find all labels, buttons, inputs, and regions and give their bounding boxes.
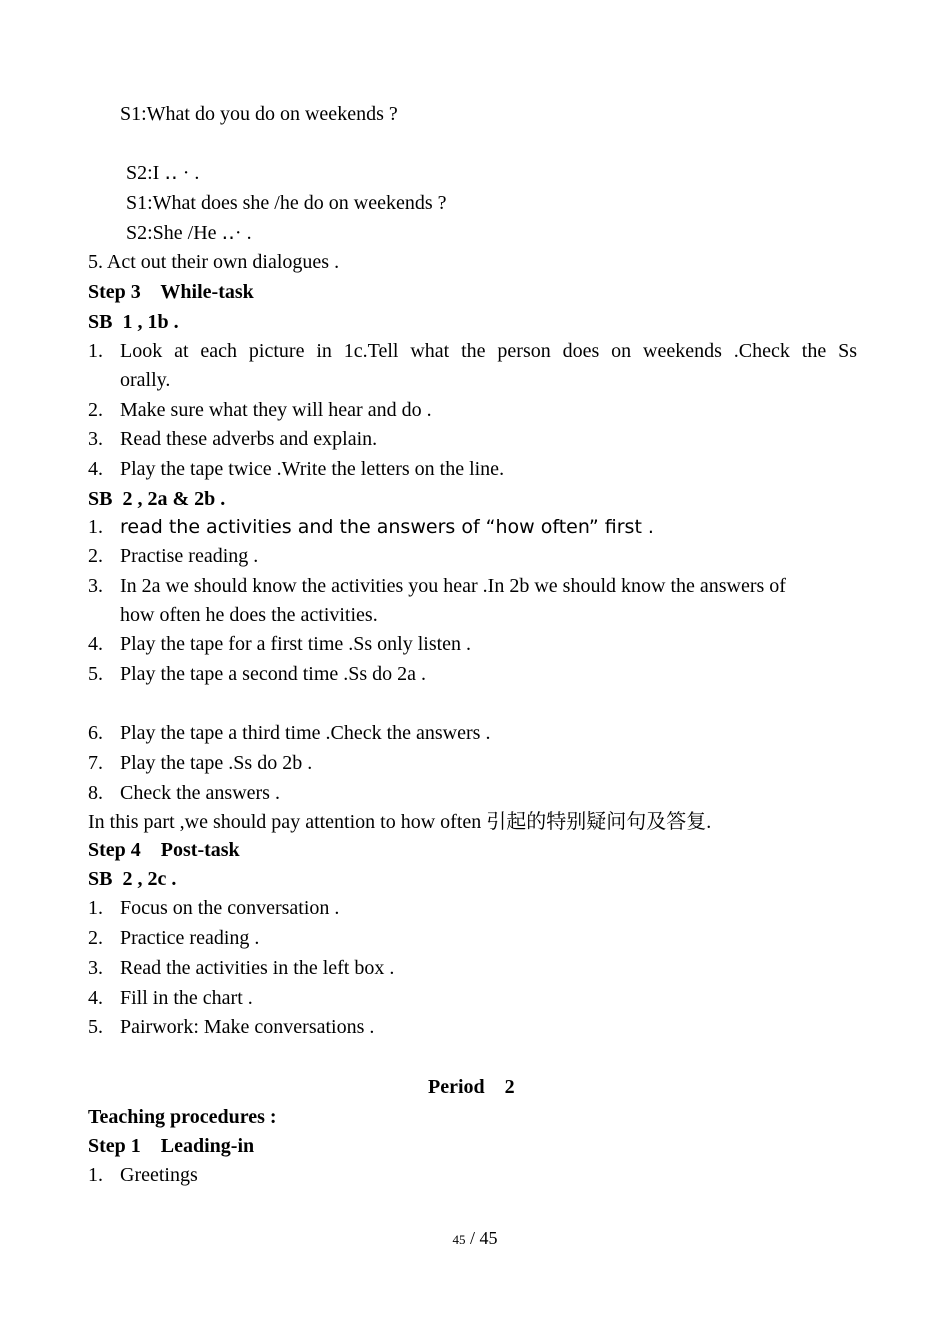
list-item: Play the tape for a first time .Ss only listen . — [120, 633, 472, 655]
list-number: 7. — [88, 752, 103, 774]
current-page: 45 — [452, 1232, 466, 1247]
sb-heading: SB 1 , 1b . — [88, 311, 179, 333]
page-separator: / — [465, 1228, 480, 1248]
list-number: 3. — [88, 428, 103, 450]
list-number: 4. — [88, 987, 103, 1009]
list-number: 8. — [88, 782, 103, 804]
list-item: Play the tape a third time .Check the answers . — [120, 722, 491, 744]
list-number: 6. — [88, 722, 103, 744]
list-number: 3. — [88, 957, 103, 979]
list-number: 2. — [88, 545, 103, 567]
step-heading: Step 3 While-task — [88, 281, 254, 303]
list-item: Focus on the conversation . — [120, 897, 340, 919]
section-heading: Teaching procedures : — [88, 1106, 277, 1128]
list-number: 2. — [88, 399, 103, 421]
dialogue-line: S1:What does she /he do on weekends ? — [126, 192, 447, 214]
list-item-continuation: how often he does the activities. — [120, 604, 378, 626]
list-item: Read these adverbs and explain. — [120, 428, 378, 450]
list-number: 1. — [88, 897, 103, 919]
paragraph: 5. Act out their own dialogues . — [88, 251, 340, 273]
dialogue-line: S2:I ‥ · . — [126, 162, 200, 184]
total-pages: 45 — [479, 1228, 498, 1248]
list-item: Play the tape .Ss do 2b . — [120, 752, 313, 774]
list-item: Greetings — [120, 1164, 198, 1186]
list-item: Play the tape a second time .Ss do 2a . — [120, 663, 427, 685]
page-number — [0, 1228, 950, 1249]
list-number: 1. — [88, 340, 103, 362]
step-heading: Step 1 Leading-in — [88, 1135, 255, 1157]
list-number: 3. — [88, 575, 103, 597]
list-number: 1. — [88, 1164, 103, 1186]
list-item: Read the activities in the left box . — [120, 957, 395, 979]
list-item-continuation: orally. — [120, 369, 171, 391]
note-end: . — [706, 811, 712, 833]
list-number: 1. — [88, 516, 103, 538]
list-item: In 2a we should know the activities you hear .In 2b we should know the answers of — [120, 575, 786, 597]
list-item: Play the tape twice .Write the letters on the line. — [120, 458, 505, 480]
list-number: 5. — [88, 663, 103, 685]
sb-heading: SB 2 , 2a & 2b . — [88, 488, 226, 510]
sb-heading: SB 2 , 2c . — [88, 868, 177, 890]
note-chinese: 引起的特别疑问句及答复 — [486, 809, 707, 833]
list-item: Make sure what they will hear and do . — [120, 399, 432, 421]
list-item: Look at each picture in 1c.Tell what the person does on weekends .Check the Ss — [120, 340, 857, 362]
period-heading: Period 2 — [428, 1076, 515, 1098]
list-item: Check the answers . — [120, 782, 280, 804]
list-number: 2. — [88, 927, 103, 949]
list-number: 4. — [88, 458, 103, 480]
dialogue-line: S2:She /He ‥· . — [126, 222, 252, 244]
list-number: 5. — [88, 1016, 103, 1038]
step-heading: Step 4 Post-task — [88, 839, 240, 861]
list-item: Practise reading . — [120, 545, 259, 567]
dialogue-line: S1:What do you do on weekends ? — [120, 103, 398, 125]
list-number: 4. — [88, 633, 103, 655]
list-item: Fill in the chart . — [120, 987, 253, 1009]
note-text: In this part ,we should pay attention to how often — [88, 811, 487, 833]
note-paragraph — [88, 808, 711, 835]
list-item: Pairwork: Make conversations . — [120, 1016, 375, 1038]
list-item: Practice reading . — [120, 927, 260, 949]
list-item: read the activities and the answers of “how often” first . — [120, 516, 654, 538]
